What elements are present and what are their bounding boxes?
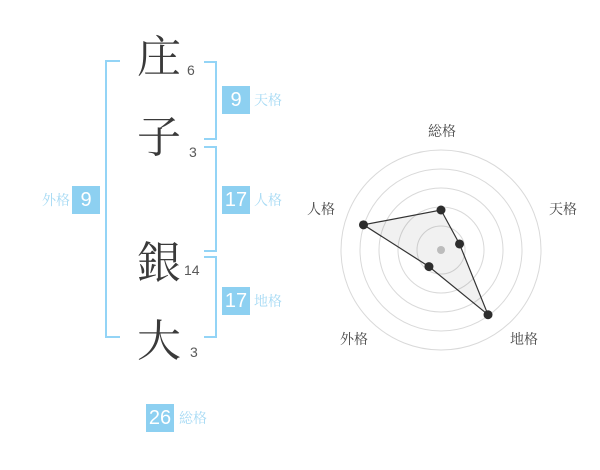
jinkaku-label: 人格	[254, 192, 282, 208]
name-character-4: 大	[137, 317, 181, 366]
name-character-1: 庄	[137, 33, 181, 82]
gaikaku-bracket	[105, 60, 120, 338]
stroke-count-4: 3	[190, 344, 198, 360]
radar-chart-svg	[331, 140, 551, 360]
soukaku-value-badge: 26	[146, 404, 174, 432]
jinkaku-value-badge: 17	[222, 186, 250, 214]
tenkaku-bracket	[204, 61, 217, 140]
chikaku-value-badge: 17	[222, 287, 250, 315]
jinkaku-bracket	[204, 146, 217, 252]
name-character-3: 銀	[137, 239, 181, 288]
stroke-count-2: 3	[189, 144, 197, 160]
tenkaku-label: 天格	[254, 92, 282, 108]
radar-axis-label-chikaku: 地格	[510, 331, 538, 347]
radar-axis-label-soukaku: 総格	[428, 123, 456, 139]
gaikaku-value-badge: 9	[72, 186, 100, 214]
soukaku-label: 総格	[179, 410, 207, 426]
gaikaku-label: 外格	[42, 192, 70, 208]
radar-axis-label-jinkaku: 人格	[307, 201, 335, 217]
stroke-count-3: 14	[184, 262, 200, 278]
tenkaku-value-badge: 9	[222, 86, 250, 114]
chikaku-label: 地格	[254, 293, 282, 309]
chikaku-bracket	[204, 256, 217, 338]
stroke-count-1: 6	[187, 62, 195, 78]
radar-axis-label-tenkaku: 天格	[549, 201, 577, 217]
radar-axis-label-gaikaku: 外格	[340, 331, 368, 347]
name-character-2: 子	[137, 113, 181, 162]
